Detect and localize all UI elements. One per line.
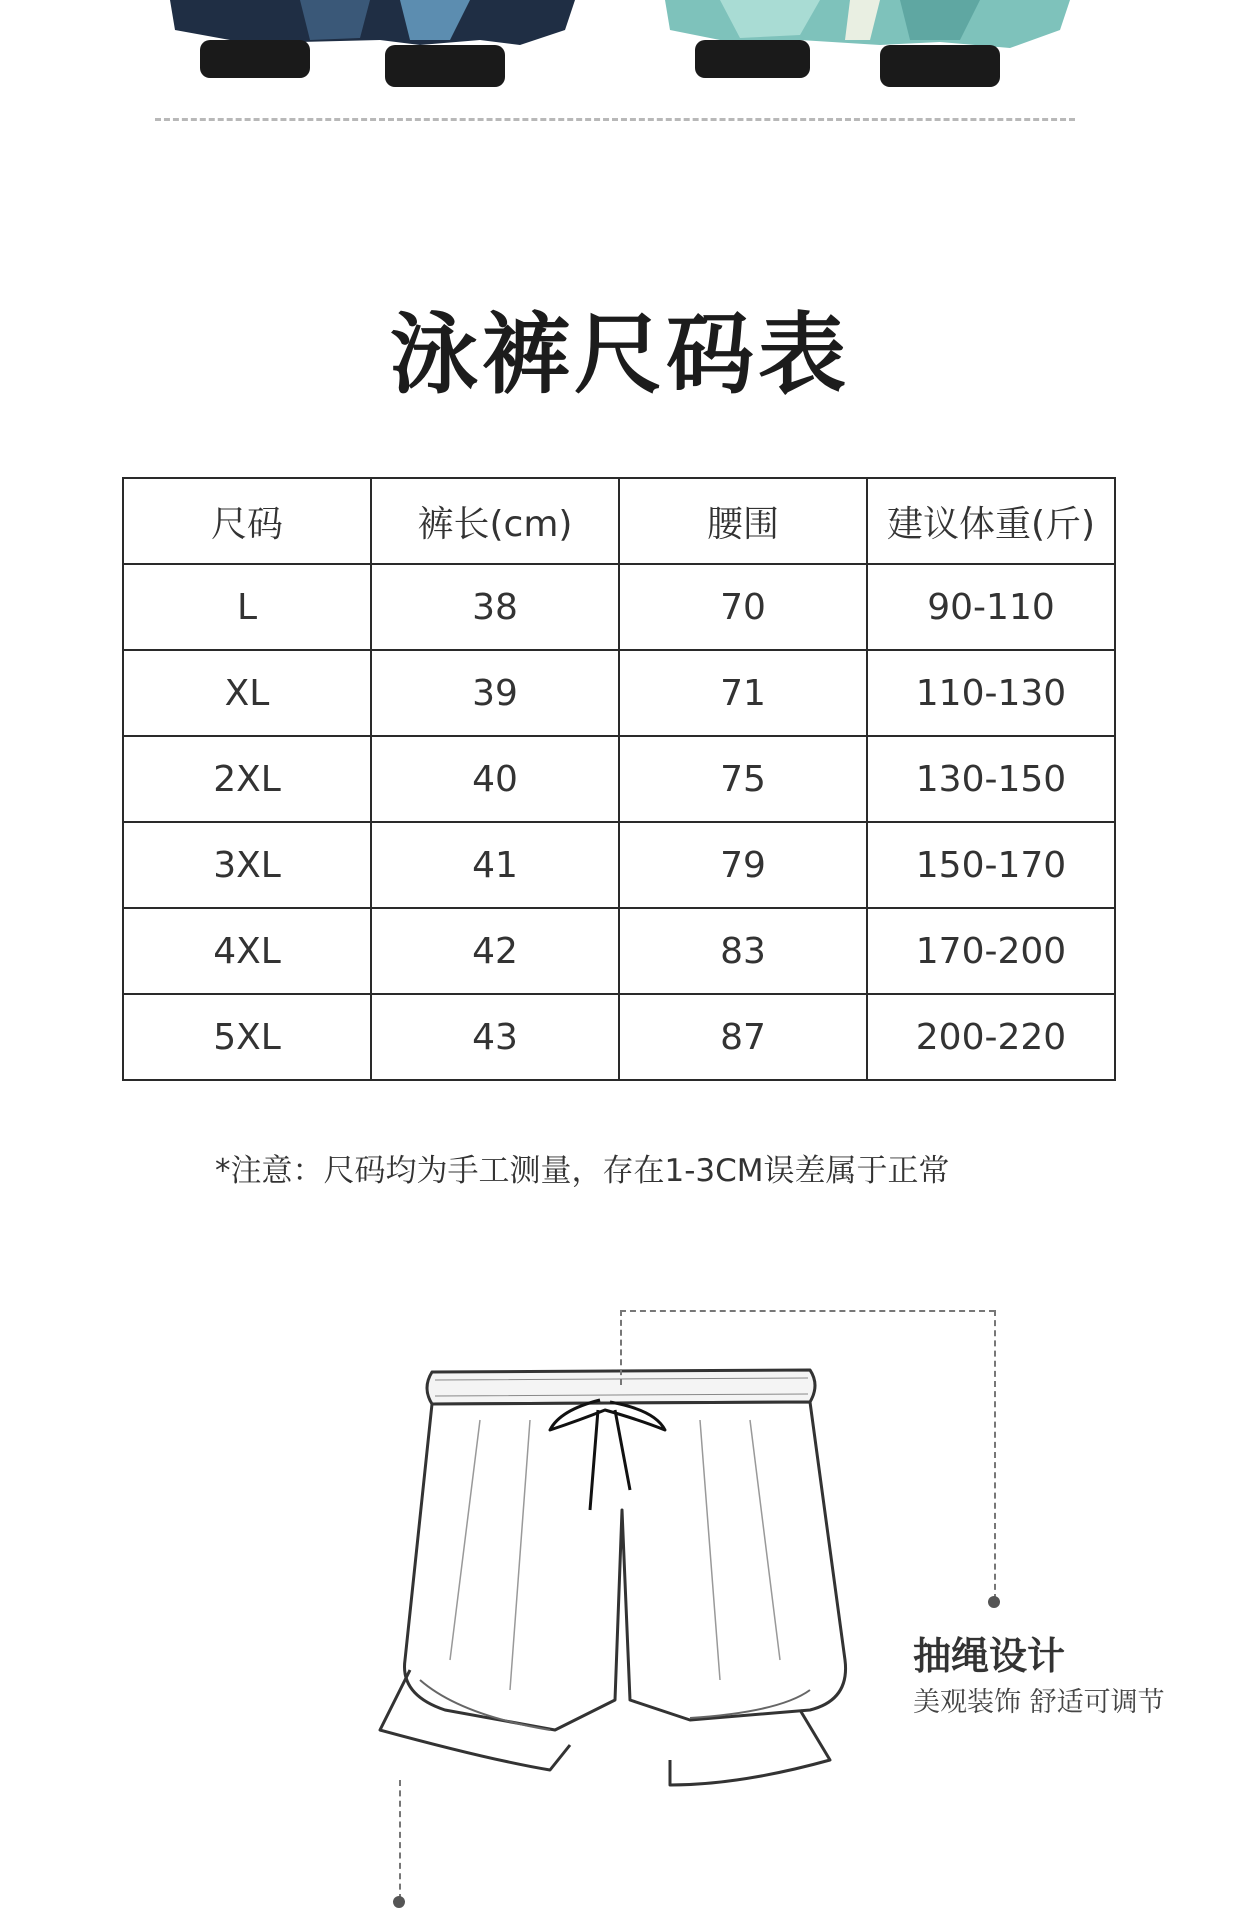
drawstring-callout-subtitle: 美观装饰 舒适可调节	[913, 1687, 1165, 1718]
header-length: 裤长(cm)	[371, 478, 619, 564]
callout-dot	[393, 1896, 405, 1908]
cell-length: 40	[371, 736, 619, 822]
cell-length: 41	[371, 822, 619, 908]
cell-size: XL	[123, 650, 371, 736]
cell-weight: 130-150	[867, 736, 1115, 822]
cell-weight: 150-170	[867, 822, 1115, 908]
table-row	[123, 822, 1115, 908]
table-row	[123, 564, 1115, 650]
callout-dot	[988, 1596, 1000, 1608]
header-size: 尺码	[123, 478, 371, 564]
cell-size: 4XL	[123, 908, 371, 994]
table-row	[123, 650, 1115, 736]
callout-leader-right	[994, 1310, 996, 1600]
cell-size: 5XL	[123, 994, 371, 1080]
cell-size: 2XL	[123, 736, 371, 822]
measurement-note: *注意：尺码均为手工测量，存在1-3CM误差属于正常	[215, 1153, 950, 1189]
table-row	[123, 908, 1115, 994]
cell-waist: 70	[619, 564, 867, 650]
cell-length: 38	[371, 564, 619, 650]
header-weight: 建议体重(斤)	[867, 478, 1115, 564]
cell-weight: 170-200	[867, 908, 1115, 994]
table-row	[123, 736, 1115, 822]
callout-leader-top	[620, 1310, 995, 1312]
cell-length: 42	[371, 908, 619, 994]
product-photo-strip	[0, 0, 1240, 110]
cell-waist: 87	[619, 994, 867, 1080]
callout-leader-left	[620, 1310, 622, 1385]
cell-size: L	[123, 564, 371, 650]
cell-length: 39	[371, 650, 619, 736]
dark-shorts-photo	[170, 0, 575, 87]
cell-waist: 83	[619, 908, 867, 994]
teal-shorts-photo	[665, 0, 1070, 87]
cell-size: 3XL	[123, 822, 371, 908]
cell-length: 43	[371, 994, 619, 1080]
cell-waist: 75	[619, 736, 867, 822]
cell-waist: 79	[619, 822, 867, 908]
shorts-diagram	[340, 1340, 900, 1820]
table-header-row	[123, 478, 1115, 564]
cell-weight: 110-130	[867, 650, 1115, 736]
header-waist: 腰围	[619, 478, 867, 564]
cell-weight: 200-220	[867, 994, 1115, 1080]
cell-waist: 71	[619, 650, 867, 736]
cell-weight: 90-110	[867, 564, 1115, 650]
page-title: 泳裤尺码表	[389, 303, 850, 406]
table-row	[123, 994, 1115, 1080]
callout-leader-bottom	[399, 1780, 401, 1900]
drawstring-callout-title: 抽绳设计	[913, 1634, 1066, 1678]
section-divider	[155, 118, 1075, 121]
size-chart-table	[122, 477, 1116, 1081]
